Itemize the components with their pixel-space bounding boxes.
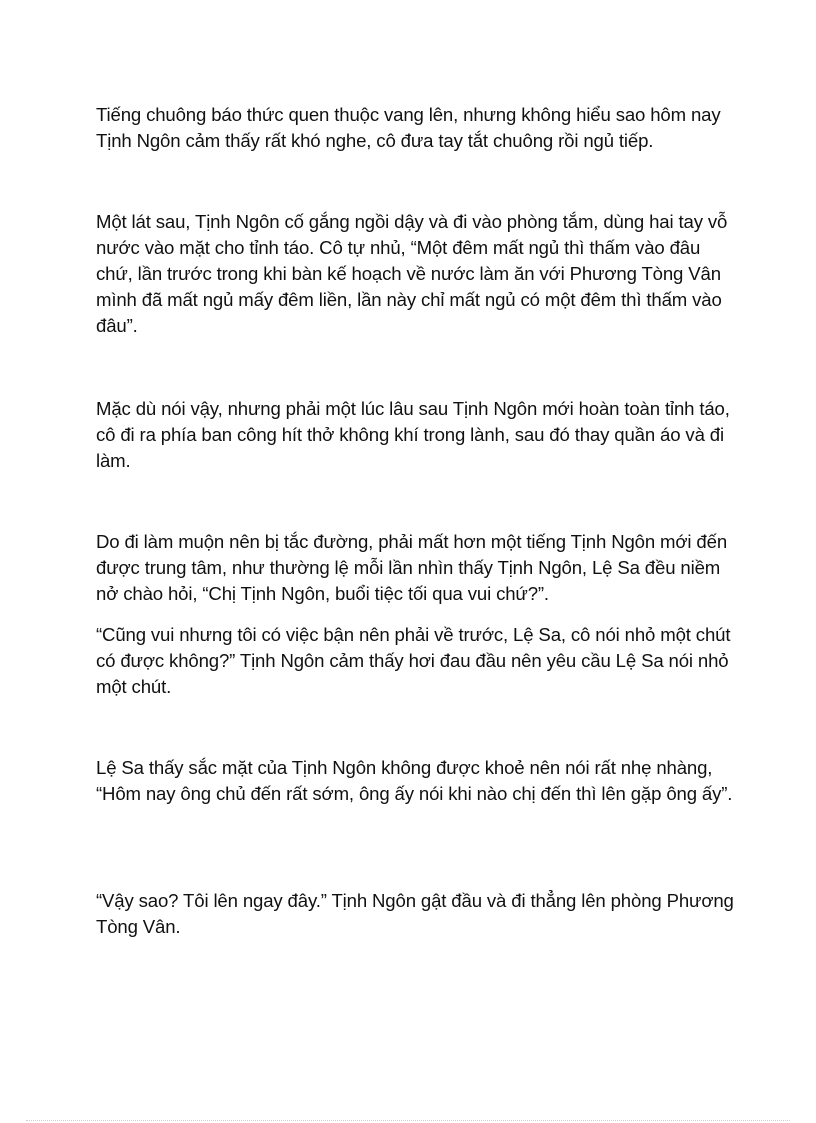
- paragraph-3: Mặc dù nói vậy, nhưng phải một lúc lâu sau Tịnh Ngôn mới hoàn toàn tỉnh táo, cô đi ra phía ban công hít thở không khí trong lành, sau đó thay quần áo và đi làm.: [96, 398, 730, 471]
- paragraph-4: Do đi làm muộn nên bị tắc đường, phải mất hơn một tiếng Tịnh Ngôn mới đến được trung tâm, như thường lệ mỗi lần nhìn thấy Tịnh Ngôn, Lệ Sa đều niềm nở chào hỏi, “Chị Tịnh Ngôn, buổi tiệc tối qua vui chứ?”.: [96, 531, 728, 604]
- paragraph-1: Tiếng chuông báo thức quen thuộc vang lên, nhưng không hiểu sao hôm nay Tịnh Ngôn cảm thấy rất khó nghe, cô đưa tay tắt chuông rồi ngủ tiếp.: [96, 104, 721, 151]
- paragraph-7: “Vậy sao? Tôi lên ngay đây.” Tịnh Ngôn gật đầu và đi thẳng lên phòng Phương Tòng Vân.: [96, 890, 734, 937]
- page-bottom-divider: [26, 1120, 790, 1121]
- paragraph-5: “Cũng vui nhưng tôi có việc bận nên phải về trước, Lệ Sa, cô nói nhỏ một chút có được không?” Tịnh Ngôn cảm thấy hơi đau đầu nên yêu cầu Lệ Sa nói nhỏ một chút.: [96, 624, 731, 697]
- paragraph-6: Lệ Sa thấy sắc mặt của Tịnh Ngôn không được khoẻ nên nói rất nhẹ nhàng, “Hôm nay ông chủ đến rất sớm, ông ấy nói khi nào chị đến thì lên gặp ông ấy”.: [96, 757, 733, 804]
- paragraph-2: Một lát sau, Tịnh Ngôn cố gắng ngồi dậy và đi vào phòng tắm, dùng hai tay vỗ nước vào mặt cho tỉnh táo. Cô tự nhủ, “Một đêm mất ngủ thì thấm vào đâu chứ, lần trước trong khi bàn kế hoạch về nước làm ăn với Phương Tòng Vân mình đã mất ngủ mấy đêm liền, lần này chỉ mất ngủ có một đêm thì thấm vào đâu”.: [96, 211, 728, 336]
